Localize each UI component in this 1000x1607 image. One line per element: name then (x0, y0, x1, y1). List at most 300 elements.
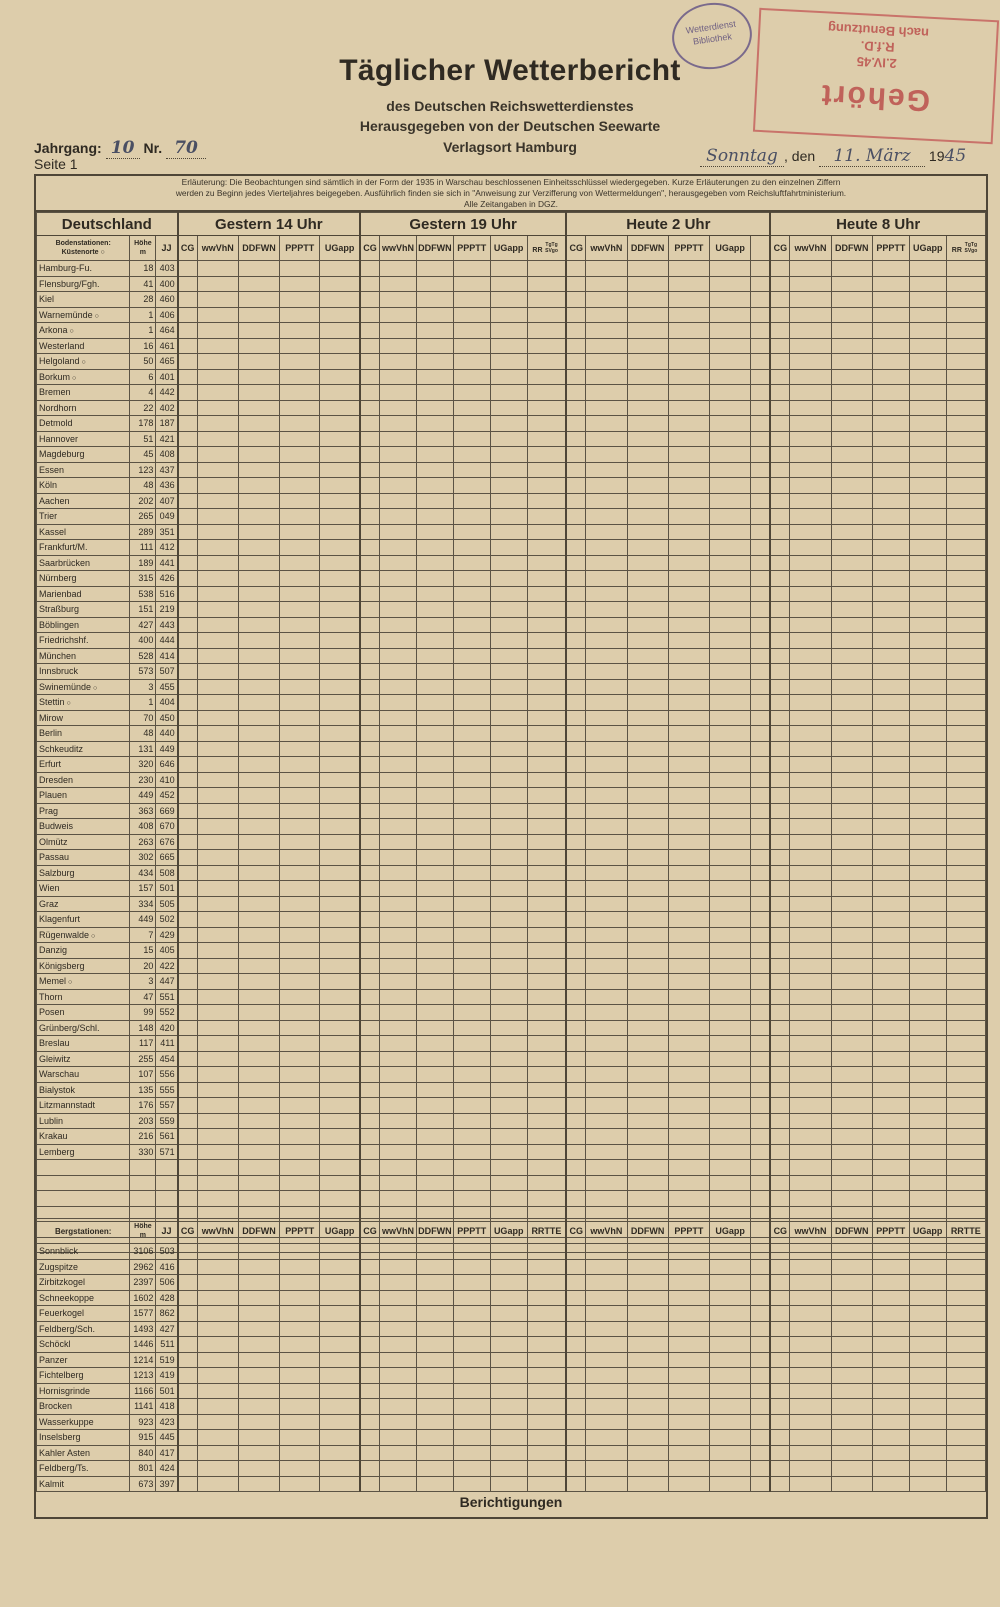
observation-cell (751, 1275, 771, 1291)
observation-cell (668, 617, 709, 633)
observation-cell (197, 1414, 238, 1430)
observation-cell (416, 1051, 453, 1067)
observation-cell (627, 447, 668, 463)
observation-cell (453, 338, 490, 354)
observation-cell (453, 912, 490, 928)
col-rr-8-label: RR (951, 247, 962, 254)
observation-cell (751, 617, 771, 633)
station-name: Graz (37, 896, 130, 912)
observation-cell (527, 617, 566, 633)
observation-cell (751, 540, 771, 556)
observation-cell (380, 1383, 417, 1399)
station-name: Swinemünde ○ (37, 679, 130, 695)
station-jj: 436 (156, 478, 178, 494)
station-name: Passau (37, 850, 130, 866)
observation-cell (320, 493, 360, 509)
observation-cell (380, 1399, 417, 1415)
observation-cell (527, 648, 566, 664)
observation-cell (490, 989, 527, 1005)
observation-cell (490, 1191, 527, 1207)
observation-cell (453, 1337, 490, 1353)
observation-cell (527, 772, 566, 788)
observation-cell (360, 540, 380, 556)
station-row (37, 1160, 986, 1176)
observation-cell (627, 772, 668, 788)
station-height: 573 (130, 664, 156, 680)
observation-cell (416, 1306, 453, 1322)
observation-cell (527, 276, 566, 292)
observation-cell (238, 369, 279, 385)
observation-cell (527, 1191, 566, 1207)
observation-cell (380, 741, 417, 757)
observation-cell (872, 974, 909, 990)
observation-cell (770, 1321, 790, 1337)
observation-cell (627, 416, 668, 432)
observation-cell (178, 912, 198, 928)
observation-cell (280, 1082, 320, 1098)
observation-cell (178, 695, 198, 711)
observation-cell (909, 1082, 946, 1098)
observation-cell (586, 1144, 627, 1160)
observation-cell (453, 400, 490, 416)
observation-cell (586, 633, 627, 649)
observation-cell (710, 1399, 751, 1415)
observation-cell (831, 338, 872, 354)
mountain-height: 1141 (130, 1399, 156, 1415)
col-cg-14: CG (178, 236, 198, 261)
station-name: Plauen (37, 788, 130, 804)
observation-cell (280, 1129, 320, 1145)
observation-cell (831, 664, 872, 680)
group-heute-8: Heute 8 Uhr (770, 213, 985, 236)
observation-cell (527, 1445, 566, 1461)
observation-cell (710, 540, 751, 556)
observation-cell (831, 385, 872, 401)
observation-cell (453, 617, 490, 633)
observation-cell (790, 927, 831, 943)
observation-cell (872, 958, 909, 974)
observation-cell (770, 927, 790, 943)
station-jj: 507 (156, 664, 178, 680)
observation-cell (320, 400, 360, 416)
observation-cell (416, 1399, 453, 1415)
observation-cell (946, 1160, 985, 1176)
observation-cell (197, 726, 238, 742)
observation-cell (790, 1098, 831, 1114)
observation-cell (909, 1399, 946, 1415)
station-height: 151 (130, 602, 156, 618)
mountain-jj: 445 (156, 1430, 178, 1446)
group-heute-2: Heute 2 Uhr (566, 213, 770, 236)
observation-cell (360, 1244, 380, 1260)
observation-cell (790, 974, 831, 990)
observation-cell (360, 695, 380, 711)
observation-cell (527, 896, 566, 912)
observation-cell (416, 400, 453, 416)
observation-cell (527, 354, 566, 370)
observation-cell (872, 493, 909, 509)
observation-cell (627, 1160, 668, 1176)
col-ug-14: UGapp (320, 236, 360, 261)
observation-cell (380, 602, 417, 618)
mountain-height: 2397 (130, 1275, 156, 1291)
observation-cell (380, 772, 417, 788)
observation-cell (586, 679, 627, 695)
observation-cell (197, 1337, 238, 1353)
observation-cell (710, 943, 751, 959)
observation-cell (178, 648, 198, 664)
observation-cell (946, 1020, 985, 1036)
observation-cell (872, 462, 909, 478)
observation-cell (490, 865, 527, 881)
observation-cell (238, 912, 279, 928)
observation-cell (527, 695, 566, 711)
observation-cell (527, 1129, 566, 1145)
col-ug-19: UGapp (490, 236, 527, 261)
station-name: Krakau (37, 1129, 130, 1145)
observation-cell (710, 555, 751, 571)
mountain-height: 840 (130, 1445, 156, 1461)
observation-cell (710, 602, 751, 618)
mountain-table (36, 1218, 986, 1492)
observation-cell (320, 1290, 360, 1306)
observation-cell (178, 1259, 198, 1275)
observation-cell (586, 710, 627, 726)
observation-cell (872, 1067, 909, 1083)
note-line-1: Erläuterung: Die Beobachtungen sind sämtlich in der Form der 1935 in Warschau beschlossenen Einheitsschlüssel wiedergegeben. Kurze Erläuterungen zu den einzelnen Ziffern (181, 177, 841, 187)
observation-cell (790, 1306, 831, 1322)
observation-cell (238, 602, 279, 618)
observation-cell (586, 478, 627, 494)
observation-cell (320, 524, 360, 540)
observation-cell (586, 1020, 627, 1036)
berg-col-pp-2: PPPTT (668, 1219, 709, 1244)
mountain-row (37, 1337, 986, 1353)
observation-cell (710, 617, 751, 633)
observation-cell (790, 834, 831, 850)
observation-cell (946, 571, 985, 587)
observation-cell (627, 1175, 668, 1191)
note-line-2: werden zu Beginn jedes Vierteljahres beigegeben. Ausführlich finden sie sich in "Anweisung zur Verzifferung von Wettermeldungen", herausgegeben vom Reichsluftfahrtministerium. (175, 188, 847, 198)
observation-cell (197, 540, 238, 556)
observation-cell (909, 602, 946, 618)
observation-cell (946, 726, 985, 742)
station-height: 263 (130, 834, 156, 850)
observation-cell (831, 261, 872, 277)
jahrgang-label: Jahrgang: (34, 140, 102, 156)
observation-cell (238, 1175, 279, 1191)
observation-cell (831, 1306, 872, 1322)
observation-cell (320, 1306, 360, 1322)
observation-cell (416, 292, 453, 308)
observation-cell (380, 1430, 417, 1446)
observation-cell (946, 586, 985, 602)
station-height: 449 (130, 788, 156, 804)
observation-cell (416, 1020, 453, 1036)
observation-cell (872, 338, 909, 354)
observation-cell (566, 1383, 586, 1399)
station-height: 1 (130, 695, 156, 711)
observation-cell (490, 1368, 527, 1384)
observation-cell (238, 648, 279, 664)
observation-cell (770, 354, 790, 370)
observation-cell (909, 276, 946, 292)
observation-cell (872, 726, 909, 742)
observation-cell (380, 1113, 417, 1129)
observation-cell (627, 1259, 668, 1275)
observation-cell (790, 292, 831, 308)
observation-cell (320, 974, 360, 990)
observation-cell (238, 1020, 279, 1036)
station-height (130, 1175, 156, 1191)
station-jj: 559 (156, 1113, 178, 1129)
observation-cell (238, 1191, 279, 1207)
observation-cell (490, 385, 527, 401)
observation-cell (238, 431, 279, 447)
mountain-row (37, 1461, 986, 1477)
observation-cell (668, 555, 709, 571)
observation-cell (566, 695, 586, 711)
observation-cell (946, 741, 985, 757)
station-jj: 421 (156, 431, 178, 447)
observation-cell (360, 478, 380, 494)
observation-cell (566, 989, 586, 1005)
observation-cell (751, 524, 771, 540)
observation-cell (280, 803, 320, 819)
observation-cell (872, 1051, 909, 1067)
observation-cell (453, 1259, 490, 1275)
observation-cell (197, 400, 238, 416)
observation-cell (770, 943, 790, 959)
station-row (37, 896, 986, 912)
observation-cell (946, 447, 985, 463)
observation-cell (831, 695, 872, 711)
observation-cell (416, 989, 453, 1005)
observation-cell (178, 1051, 198, 1067)
observation-cell (909, 1113, 946, 1129)
observation-cell (710, 788, 751, 804)
observation-cell (320, 1067, 360, 1083)
observation-cell (380, 416, 417, 432)
observation-cell (872, 1036, 909, 1052)
observation-cell (566, 493, 586, 509)
observation-cell (280, 989, 320, 1005)
observation-cell (490, 369, 527, 385)
observation-cell (490, 881, 527, 897)
observation-cell (946, 989, 985, 1005)
observation-cell (178, 1368, 198, 1384)
observation-cell (909, 338, 946, 354)
observation-cell (360, 834, 380, 850)
observation-cell (320, 633, 360, 649)
observation-cell (453, 1098, 490, 1114)
observation-cell (831, 1476, 872, 1492)
observation-cell (490, 307, 527, 323)
observation-cell (178, 1430, 198, 1446)
observation-cell (527, 540, 566, 556)
berg-col-stations: Bergstationen: (37, 1219, 130, 1244)
observation-cell (872, 788, 909, 804)
observation-cell (586, 664, 627, 680)
observation-cell (320, 912, 360, 928)
observation-cell (416, 741, 453, 757)
observation-cell (831, 431, 872, 447)
observation-cell (586, 819, 627, 835)
observation-cell (380, 369, 417, 385)
station-name: Köln (37, 478, 130, 494)
observation-cell (770, 1175, 790, 1191)
observation-cell (527, 1244, 566, 1260)
observation-cell (751, 1191, 771, 1207)
observation-cell (416, 819, 453, 835)
observation-cell (909, 1476, 946, 1492)
col-pp-2: PPPTT (668, 236, 709, 261)
observation-cell (453, 850, 490, 866)
station-name: Klagenfurt (37, 912, 130, 928)
observation-cell (790, 524, 831, 540)
station-name: Saarbrücken (37, 555, 130, 571)
station-row (37, 1175, 986, 1191)
observation-cell (831, 369, 872, 385)
observation-cell (831, 1129, 872, 1145)
observation-cell (627, 1321, 668, 1337)
station-rows (37, 261, 986, 1253)
observation-cell (946, 633, 985, 649)
observation-cell (527, 416, 566, 432)
observation-cell (178, 1337, 198, 1353)
station-height: 15 (130, 943, 156, 959)
observation-cell (490, 1020, 527, 1036)
observation-cell (566, 1036, 586, 1052)
observation-cell (566, 927, 586, 943)
observation-cell (872, 1005, 909, 1021)
observation-cell (527, 1306, 566, 1322)
observation-cell (790, 1082, 831, 1098)
observation-cell (178, 400, 198, 416)
observation-cell (831, 509, 872, 525)
observation-cell (627, 1445, 668, 1461)
observation-cell (586, 881, 627, 897)
mountain-jj: 428 (156, 1290, 178, 1306)
observation-cell (238, 1082, 279, 1098)
observation-cell (280, 462, 320, 478)
observation-cell (831, 617, 872, 633)
observation-cell (586, 648, 627, 664)
observation-cell (380, 276, 417, 292)
observation-cell (527, 958, 566, 974)
observation-cell (566, 276, 586, 292)
observation-cell (197, 850, 238, 866)
observation-cell (280, 1191, 320, 1207)
observation-cell (453, 276, 490, 292)
observation-cell (453, 726, 490, 742)
observation-cell (527, 1005, 566, 1021)
observation-cell (197, 478, 238, 494)
station-row (37, 555, 986, 571)
observation-cell (320, 1191, 360, 1207)
observation-cell (770, 276, 790, 292)
observation-cell (320, 865, 360, 881)
observation-cell (280, 1259, 320, 1275)
observation-cell (872, 1098, 909, 1114)
observation-cell (790, 307, 831, 323)
observation-cell (831, 1290, 872, 1306)
observation-cell (380, 1098, 417, 1114)
station-height: 176 (130, 1098, 156, 1114)
station-row (37, 447, 986, 463)
observation-cell (909, 1244, 946, 1260)
observation-cell (197, 1175, 238, 1191)
observation-cell (453, 1067, 490, 1083)
observation-cell (527, 555, 566, 571)
observation-cell (416, 881, 453, 897)
station-jj (156, 1175, 178, 1191)
observation-cell (751, 369, 771, 385)
observation-cell (710, 1414, 751, 1430)
observation-cell (453, 586, 490, 602)
station-height: 434 (130, 865, 156, 881)
observation-cell (790, 788, 831, 804)
observation-cell (380, 896, 417, 912)
observation-cell (586, 927, 627, 943)
observation-cell (527, 803, 566, 819)
mountain-jj: 423 (156, 1414, 178, 1430)
observation-cell (280, 1476, 320, 1492)
station-jj (156, 1191, 178, 1207)
observation-cell (280, 540, 320, 556)
observation-cell (453, 555, 490, 571)
observation-cell (627, 369, 668, 385)
observation-cell (416, 586, 453, 602)
observation-cell (586, 1476, 627, 1492)
observation-cell (380, 385, 417, 401)
mountain-row (37, 1244, 986, 1260)
col-ww-2: wwVhN (586, 236, 627, 261)
station-jj: 452 (156, 788, 178, 804)
observation-cell (178, 292, 198, 308)
observation-cell (751, 1244, 771, 1260)
observation-cell (751, 1067, 771, 1083)
observation-cell (490, 648, 527, 664)
observation-cell (790, 1399, 831, 1415)
seite-label: Seite 1 (34, 156, 78, 172)
berg-col-pp-14: PPPTT (280, 1219, 320, 1244)
observation-cell (627, 679, 668, 695)
observation-cell (751, 1383, 771, 1399)
observation-cell (831, 881, 872, 897)
observation-cell (360, 741, 380, 757)
observation-cell (527, 788, 566, 804)
observation-cell (566, 292, 586, 308)
berg-col-ug-14: UGapp (320, 1219, 360, 1244)
observation-cell (831, 1098, 872, 1114)
observation-cell (770, 602, 790, 618)
station-jj: 414 (156, 648, 178, 664)
observation-cell (280, 927, 320, 943)
observation-cell (770, 369, 790, 385)
observation-cell (751, 493, 771, 509)
observation-cell (790, 261, 831, 277)
observation-cell (586, 958, 627, 974)
observation-cell (197, 834, 238, 850)
observation-cell (566, 323, 586, 339)
observation-cell (586, 292, 627, 308)
observation-cell (238, 1144, 279, 1160)
observation-cell (416, 338, 453, 354)
station-height: 4 (130, 385, 156, 401)
observation-cell (360, 989, 380, 1005)
mountain-height: 1213 (130, 1368, 156, 1384)
